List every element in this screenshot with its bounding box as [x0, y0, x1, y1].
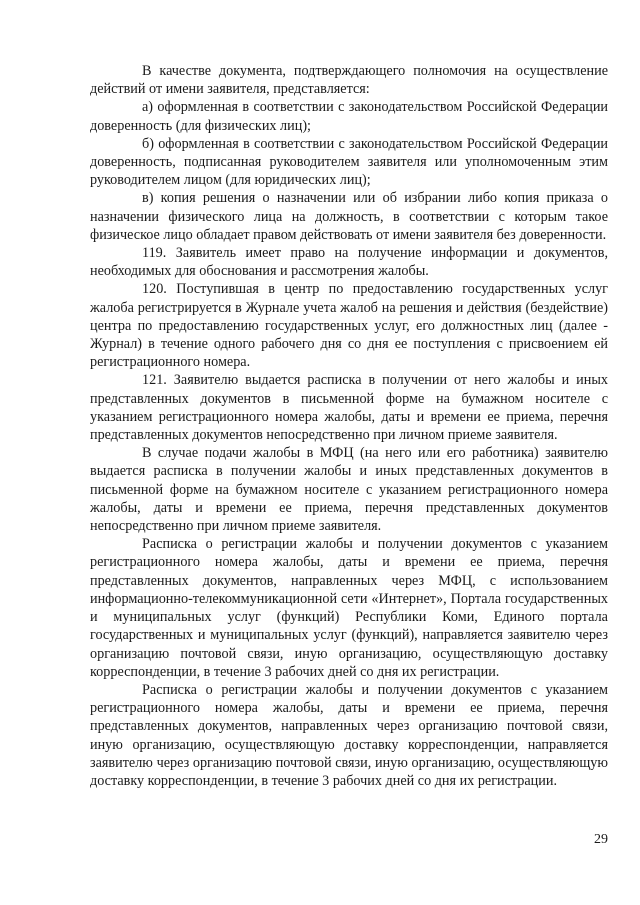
paragraph-receipt-postal: Расписка о регистрации жалобы и получении документов с указанием регистрационного номера жалобы, даты и времени ее приема, перечня представленных документов, направленных через организацию почтовой связи, иную организацию, осуществляющую доставку корреспонденции, направляется заявителю через организацию почтовой связи, иную организацию, осуществляющую доставку корреспонденции, в течение 3 рабочих дней со дня их регистрации.: [90, 681, 608, 789]
page-number: 29: [594, 832, 608, 847]
paragraph-mfc-receipt: В случае подачи жалобы в МФЦ (на него или его работника) заявителю выдается расписка в получении жалобы и иных представленных документов в письменной форме на бумажном носителе с указанием регистрационного номера жалобы, даты и времени ее приема, перечня представленных документов непосредственно при личном приеме заявителя.: [90, 445, 608, 535]
document-body: [90, 62, 608, 790]
paragraph-121: 121. Заявителю выдается расписка в получении от него жалобы и иных представленных документов в письменной форме на бумажном носителе с указанием регистрационного номера жалобы, даты и времени ее приема, перечня представленных документов непосредственно при личном приеме заявителя.: [90, 372, 608, 444]
paragraph-120: 120. Поступившая в центр по предоставлению государственных услуг жалоба регистрируется в Журнале учета жалоб на решения и действия (бездействие) центра по предоставлению государственных услуг, его должностных лиц (далее - Журнал) в течение одного рабочего дня со дня ее поступления с присвоением ей регистрационного номера.: [90, 281, 608, 371]
paragraph-authority-document: В качестве документа, подтверждающего полномочия на осуществление действий от имени заявителя, представляется:: [90, 63, 608, 98]
paragraph-item-a: а) оформленная в соответствии с законодательством Российской Федерации доверенность (для физических лиц);: [90, 99, 608, 134]
paragraph-119: 119. Заявитель имеет право на получение информации и документов, необходимых для обоснования и рассмотрения жалобы.: [90, 245, 608, 280]
paragraph-receipt-mfc-internet: Расписка о регистрации жалобы и получении документов с указанием регистрационного номера жалобы, даты и времени ее приема, перечня представленных документов, направленных через МФЦ, с использованием информационно-телекоммуникационной сети «Интернет», Портала государственных и муниципальных услуг (функций) Республики Коми, Единого портала государственных и муниципальных услуг (функций), направляется заявителю через организацию почтовой связи, иную организацию, осуществляющую доставку корреспонденции, в течение 3 рабочих дней со дня их регистрации.: [90, 536, 608, 680]
paragraph-item-c: в) копия решения о назначении или об избрании либо копия приказа о назначении физического лица на должность, в соответствии с которым такое физическое лицо обладает правом действовать от имени заявителя без доверенности.: [90, 190, 608, 243]
paragraph-item-b: б) оформленная в соответствии с законодательством Российской Федерации доверенность, подписанная руководителем заявителя или уполномоченным этим руководителем лицом (для юридических лиц);: [90, 135, 608, 189]
